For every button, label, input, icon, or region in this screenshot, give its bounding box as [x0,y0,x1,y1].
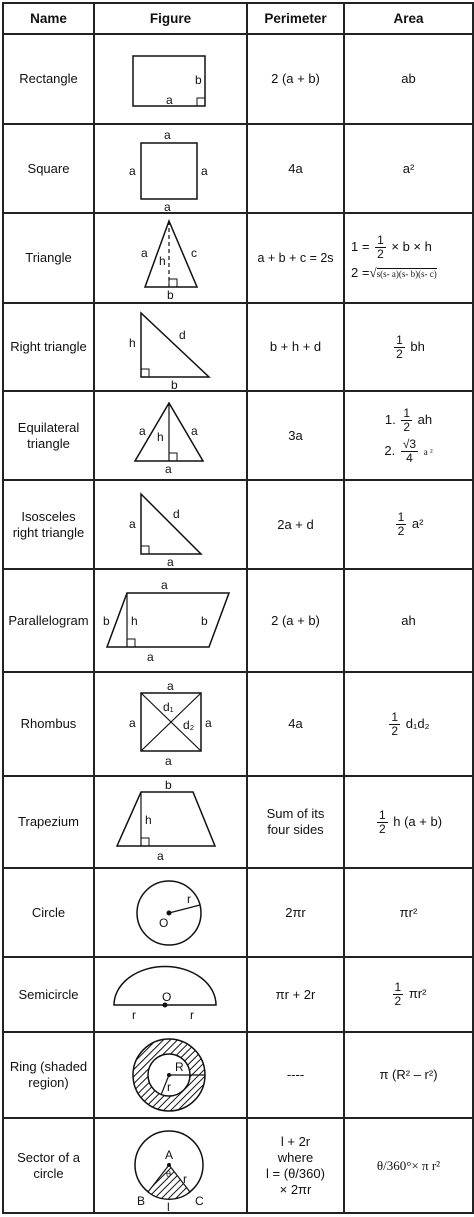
svg-text:h: h [144,813,152,827]
svg-text:a: a [163,199,171,214]
row-semicircle [3,957,473,1032]
row-parallelogram [3,569,473,672]
area-line-2: 2 =√s(s- a)(s- b)(s- c) [351,265,437,280]
svg-text:a: a [128,516,136,531]
shape-name: Right triangle [3,303,94,391]
figure-circle [94,868,247,957]
svg-text:r: r [186,891,191,906]
perimeter: l + 2r where l = (θ/360) × 2πr [247,1118,344,1213]
row-triangle [3,213,473,303]
svg-text:B: B [136,1193,145,1208]
svg-text:b: b [200,613,208,628]
shape-name: Triangle [3,213,94,303]
area: θ/360°× π r² [344,1118,473,1213]
perimeter: 2a + d [247,480,344,569]
svg-text:r: r [131,1007,136,1022]
svg-text:h: h [128,336,136,350]
svg-text:a: a [200,163,208,178]
svg-text:a: a [138,423,146,438]
svg-text:l: l [166,1199,170,1214]
trapezium-figure [111,778,231,863]
perimeter: 3a [247,391,344,480]
svg-text:d: d [172,506,180,521]
figure-trapezium [94,776,247,868]
figure-equilateral-triangle [94,391,247,480]
figure-ring [94,1032,247,1118]
shape-name: Parallelogram [3,569,94,672]
figure-square [94,124,247,213]
area: π (R² – r²) [344,1032,473,1118]
shape-name: Trapezium [3,776,94,868]
area-line-1: 1 = $\frac{1}{2}$ × b × h [351,233,432,261]
svg-text:C: C [194,1193,204,1208]
row-right-triangle [3,303,473,391]
sector-figure [111,1121,231,1214]
row-rhombus [3,672,473,776]
svg-text:a: a [156,849,164,863]
svg-text:a: a [146,649,154,664]
figure-semicircle [94,957,247,1032]
header-name: Name [3,3,94,34]
svg-text:d₂: d₂ [182,718,194,732]
svg-text:h: h [130,613,138,628]
rhombus-figure [111,681,231,767]
right-triangle-figure [111,307,231,392]
area-line-2: 2. $\frac{√3}{4}$ a ² [384,436,433,465]
area [344,213,473,303]
svg-text:b: b [166,288,174,302]
area: a² [344,124,473,213]
perimeter: Sum of its four sides [247,776,344,868]
row-circle [3,868,473,957]
header-area: Area [344,3,473,34]
semicircle-figure [106,969,236,1021]
svg-text:r: r [166,1080,171,1094]
area: $\frac{1}{2}$ h (a + b) [344,776,473,868]
perimeter: 4a [247,672,344,776]
perimeter: 2 (a + b) [247,569,344,672]
svg-text:h: h [156,429,164,444]
shape-name: Rhombus [3,672,94,776]
perimeter: πr + 2r [247,957,344,1032]
shape-name: Ring (shaded region) [3,1032,94,1118]
area-line-1: 1. $\frac{1}{2}$ ah [384,405,433,434]
figure-sector [94,1118,247,1213]
row-isosceles-right-triangle [3,480,473,569]
svg-text:r: r [182,1171,187,1186]
label-b: b [194,73,202,87]
area [344,391,473,480]
perimeter: 2πr [247,868,344,957]
svg-text:a: a [166,554,174,569]
perimeter: b + h + d [247,303,344,391]
header-figure: Figure [94,3,247,34]
ring-figure [111,1035,231,1115]
shape-name: Isosceles right triangle [3,480,94,569]
figure-rhombus [94,672,247,776]
svg-text:b: b [102,613,110,628]
figure-rectangle [94,34,247,124]
triangle-figure [111,217,231,302]
perimeter: ---- [247,1032,344,1118]
area: $\frac{1}{2}$ d₁d₂ [344,672,473,776]
perimeter: 2 (a + b) [247,34,344,124]
shape-name: Semicircle [3,957,94,1032]
area: $\frac{1}{2}$ bh [344,303,473,391]
svg-text:d: d [178,328,186,342]
svg-text:c: c [190,246,197,260]
area: ah [344,569,473,672]
label-a: a [165,93,173,107]
figure-triangle [94,213,247,303]
svg-text:a: a [128,163,136,178]
row-equilateral-triangle [3,391,473,480]
shape-name: Circle [3,868,94,957]
shape-name: Square [3,124,94,213]
svg-text:a: a [204,716,212,730]
svg-text:h: h [158,254,166,268]
figure-parallelogram [94,569,247,672]
shapes-formula-table [2,2,474,1214]
rectangle-figure [111,44,231,114]
square-figure [111,127,231,214]
row-sector [3,1118,473,1213]
row-rectangle [3,34,473,124]
svg-text:a: a [160,577,168,592]
svg-text:a: a [164,461,172,476]
parallelogram-figure [101,577,241,664]
svg-text:R: R [174,1060,184,1074]
figure-isosceles-right-triangle [94,480,247,569]
isosceles-right-triangle-figure [111,488,231,569]
area: ab [344,34,473,124]
area: πr² [344,868,473,957]
svg-text:θ: θ [165,1168,171,1179]
svg-text:d₁: d₁ [162,700,174,714]
perimeter: 4a [247,124,344,213]
svg-text:a: a [140,246,148,260]
shape-name: Equilateral triangle [3,391,94,480]
figure-right-triangle [94,303,247,391]
area: $\frac{1}{2}$ a² [344,480,473,569]
svg-text:O: O [161,989,171,1004]
equilateral-triangle-figure [111,397,231,475]
svg-text:A: A [164,1147,173,1162]
shape-name: Rectangle [3,34,94,124]
row-square [3,124,473,213]
area: $\frac{1}{2}$ πr² [344,957,473,1032]
svg-text:a: a [163,127,171,142]
svg-text:O: O [158,915,168,930]
shape-name: Sector of a circle [3,1118,94,1213]
row-ring [3,1032,473,1118]
svg-text:a: a [128,716,136,730]
svg-text:b: b [164,778,172,792]
svg-text:b: b [170,378,178,392]
circle-figure [111,875,231,951]
header-perimeter: Perimeter [247,3,344,34]
header-row [3,3,473,34]
row-trapezium [3,776,473,868]
svg-text:a: a [166,679,174,693]
svg-text:r: r [189,1007,194,1022]
perimeter: a + b + c = 2s [247,213,344,303]
svg-text:a: a [164,754,172,768]
svg-text:a: a [190,423,198,438]
